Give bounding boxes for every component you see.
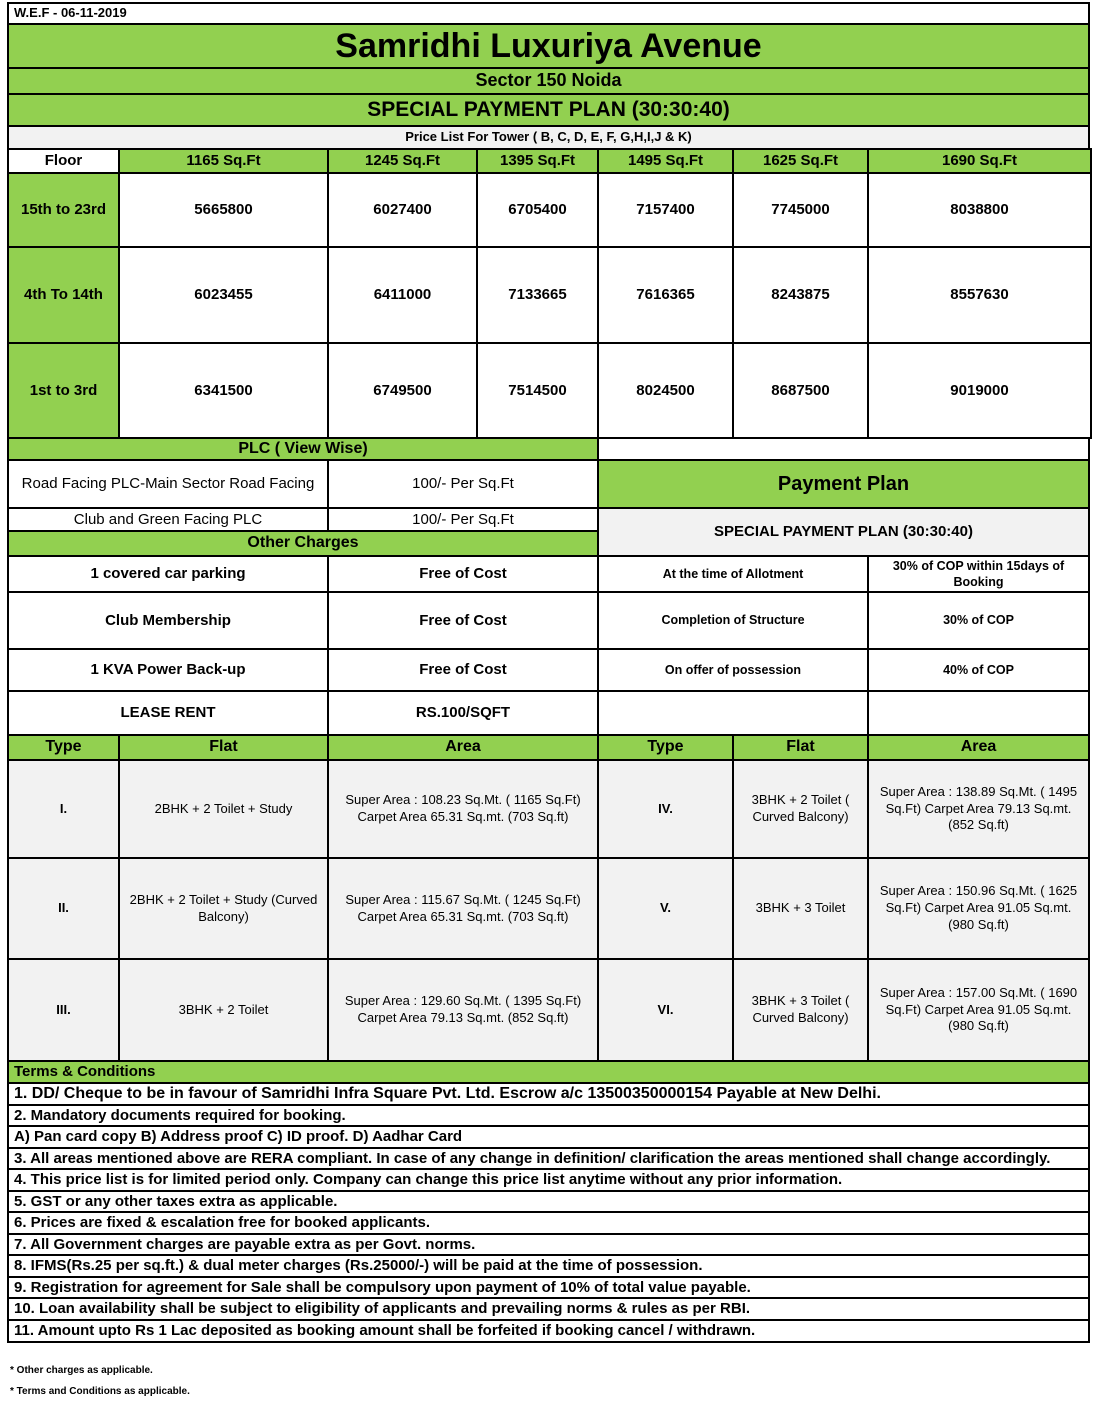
term-item: 10. Loan availability shall be subject to eligibility of applicants and prevailing norms & rules as per RBI. — [7, 1297, 1090, 1321]
charge-value: Free of Cost — [327, 648, 599, 692]
price-cell: 5665800 — [118, 172, 329, 248]
unit-header-area: Area — [867, 734, 1090, 761]
price-cell: 6705400 — [476, 172, 599, 248]
unit-area: Super Area : 150.96 Sq.Mt. ( 1625 Sq.Ft) Carpet Area 91.05 Sq.mt. (980 Sq.ft) — [867, 857, 1090, 960]
price-cell: 6027400 — [327, 172, 478, 248]
size-header: 1245 Sq.Ft — [327, 148, 478, 174]
term-item: 5. GST or any other taxes extra as applicable. — [7, 1190, 1090, 1214]
payment-stage: On offer of possession — [597, 648, 869, 692]
term-item: 8. IFMS(Rs.25 per sq.ft.) & dual meter charges (Rs.25000/-) will be paid at the time of possession. — [7, 1254, 1090, 1278]
payment-plan-heading: Payment Plan — [597, 459, 1090, 509]
unit-header-flat: Flat — [118, 734, 329, 761]
unit-type: V. — [597, 857, 734, 960]
unit-type: VI. — [597, 958, 734, 1062]
price-cell: 8024500 — [597, 342, 734, 439]
size-header: 1165 Sq.Ft — [118, 148, 329, 174]
unit-area: Super Area : 115.67 Sq.Mt. ( 1245 Sq.Ft) Carpet Area 65.31 Sq.mt. (703 Sq.ft) — [327, 857, 599, 960]
size-header: 1625 Sq.Ft — [732, 148, 869, 174]
plc-label: Club and Green Facing PLC — [7, 507, 329, 532]
price-cell: 7514500 — [476, 342, 599, 439]
blank-cell — [867, 690, 1090, 736]
blank-cell — [597, 690, 869, 736]
plc-label: Road Facing PLC-Main Sector Road Facing — [7, 459, 329, 509]
plc-value: 100/- Per Sq.Ft — [327, 507, 599, 532]
unit-area: Super Area : 138.89 Sq.Mt. ( 1495 Sq.Ft) Carpet Area 79.13 Sq.mt. (852 Sq.ft) — [867, 759, 1090, 859]
unit-flat: 3BHK + 3 Toilet ( Curved Balcony) — [732, 958, 869, 1062]
size-header: 1395 Sq.Ft — [476, 148, 599, 174]
term-item: 11. Amount upto Rs 1 Lac deposited as booking amount shall be forfeited if booking cancel / withdrawn. — [7, 1319, 1090, 1343]
unit-type: III. — [7, 958, 120, 1062]
charge-value: Free of Cost — [327, 591, 599, 650]
charge-value: Free of Cost — [327, 555, 599, 593]
plc-heading: PLC ( View Wise) — [7, 437, 599, 461]
term-item: A) Pan card copy B) Address proof C) ID proof. D) Aadhar Card — [7, 1125, 1090, 1149]
term-item: 9. Registration for agreement for Sale shall be compulsory upon payment of 10% of total value payable. — [7, 1276, 1090, 1300]
charge-label: Club Membership — [7, 591, 329, 650]
unit-flat: 2BHK + 2 Toilet + Study (Curved Balcony) — [118, 857, 329, 960]
payment-stage: Completion of Structure — [597, 591, 869, 650]
page-subtitle: Sector 150 Noida — [7, 67, 1090, 95]
unit-area: Super Area : 129.60 Sq.Mt. ( 1395 Sq.Ft) Carpet Area 79.13 Sq.mt. (852 Sq.ft) — [327, 958, 599, 1062]
term-item: 3. All areas mentioned above are RERA compliant. In case of any change in definition/ clarification the areas mentioned shall change accordingly. — [7, 1147, 1090, 1171]
payment-plan-subheading: SPECIAL PAYMENT PLAN (30:30:40) — [597, 507, 1090, 557]
payment-amount: 30% of COP within 15days of Booking — [867, 555, 1090, 593]
term-item: 2. Mandatory documents required for booking. — [7, 1104, 1090, 1128]
floor-label: 15th to 23rd — [7, 172, 120, 248]
charge-label: 1 covered car parking — [7, 555, 329, 593]
footnote-terms: * Terms and Conditions as applicable. — [10, 1386, 190, 1397]
unit-area: Super Area : 108.23 Sq.Mt. ( 1165 Sq.Ft) Carpet Area 65.31 Sq.mt. (703 Sq.ft) — [327, 759, 599, 859]
term-item: 7. All Government charges are payable extra as per Govt. norms. — [7, 1233, 1090, 1257]
price-cell: 8557630 — [867, 246, 1092, 344]
wef-date: W.E.F - 06-11-2019 — [7, 2, 1090, 25]
size-header: 1690 Sq.Ft — [867, 148, 1092, 174]
unit-header-area: Area — [327, 734, 599, 761]
floor-label: 1st to 3rd — [7, 342, 120, 439]
price-cell: 6411000 — [327, 246, 478, 344]
term-item: 6. Prices are fixed & escalation free for booked applicants. — [7, 1211, 1090, 1235]
unit-flat: 3BHK + 3 Toilet — [732, 857, 869, 960]
payment-amount: 40% of COP — [867, 648, 1090, 692]
blank-cell — [597, 437, 1090, 461]
other-charges-heading: Other Charges — [7, 530, 599, 557]
payment-stage: At the time of Allotment — [597, 555, 869, 593]
price-cell: 6023455 — [118, 246, 329, 344]
unit-type: I. — [7, 759, 120, 859]
price-cell: 9019000 — [867, 342, 1092, 439]
price-cell: 6341500 — [118, 342, 329, 439]
unit-flat: 3BHK + 2 Toilet ( Curved Balcony) — [732, 759, 869, 859]
unit-area: Super Area : 157.00 Sq.Mt. ( 1690 Sq.Ft) Carpet Area 91.05 Sq.mt. (980 Sq.ft) — [867, 958, 1090, 1062]
unit-flat: 2BHK + 2 Toilet + Study — [118, 759, 329, 859]
unit-type: II. — [7, 857, 120, 960]
terms-heading: Terms & Conditions — [7, 1060, 1090, 1084]
plan-title: SPECIAL PAYMENT PLAN (30:30:40) — [7, 93, 1090, 127]
charge-label: 1 KVA Power Back-up — [7, 648, 329, 692]
unit-flat: 3BHK + 2 Toilet — [118, 958, 329, 1062]
charge-label: LEASE RENT — [7, 690, 329, 736]
price-cell: 7616365 — [597, 246, 734, 344]
plc-value: 100/- Per Sq.Ft — [327, 459, 599, 509]
charge-value: RS.100/SQFT — [327, 690, 599, 736]
price-cell: 6749500 — [327, 342, 478, 439]
footnote-other-charges: * Other charges as applicable. — [10, 1365, 153, 1376]
price-cell: 8038800 — [867, 172, 1092, 248]
payment-amount: 30% of COP — [867, 591, 1090, 650]
floor-header: Floor — [7, 148, 120, 174]
price-cell: 7133665 — [476, 246, 599, 344]
price-cell: 8687500 — [732, 342, 869, 439]
price-cell: 7745000 — [732, 172, 869, 248]
price-cell: 8243875 — [732, 246, 869, 344]
term-item: 1. DD/ Cheque to be in favour of Samridhi Infra Square Pvt. Ltd. Escrow a/c 13500350000154 Payable at New Delhi. — [7, 1082, 1090, 1106]
price-list-label: Price List For Tower ( B, C, D, E, F, G,H,I,J & K) — [7, 125, 1090, 150]
unit-header-type: Type — [7, 734, 120, 761]
unit-type: IV. — [597, 759, 734, 859]
term-item: 4. This price list is for limited period only. Company can change this price list anytime without any prior information. — [7, 1168, 1090, 1192]
unit-header-flat: Flat — [732, 734, 869, 761]
price-cell: 7157400 — [597, 172, 734, 248]
unit-header-type: Type — [597, 734, 734, 761]
page-title: Samridhi Luxuriya Avenue — [7, 23, 1090, 69]
floor-label: 4th To 14th — [7, 246, 120, 344]
size-header: 1495 Sq.Ft — [597, 148, 734, 174]
